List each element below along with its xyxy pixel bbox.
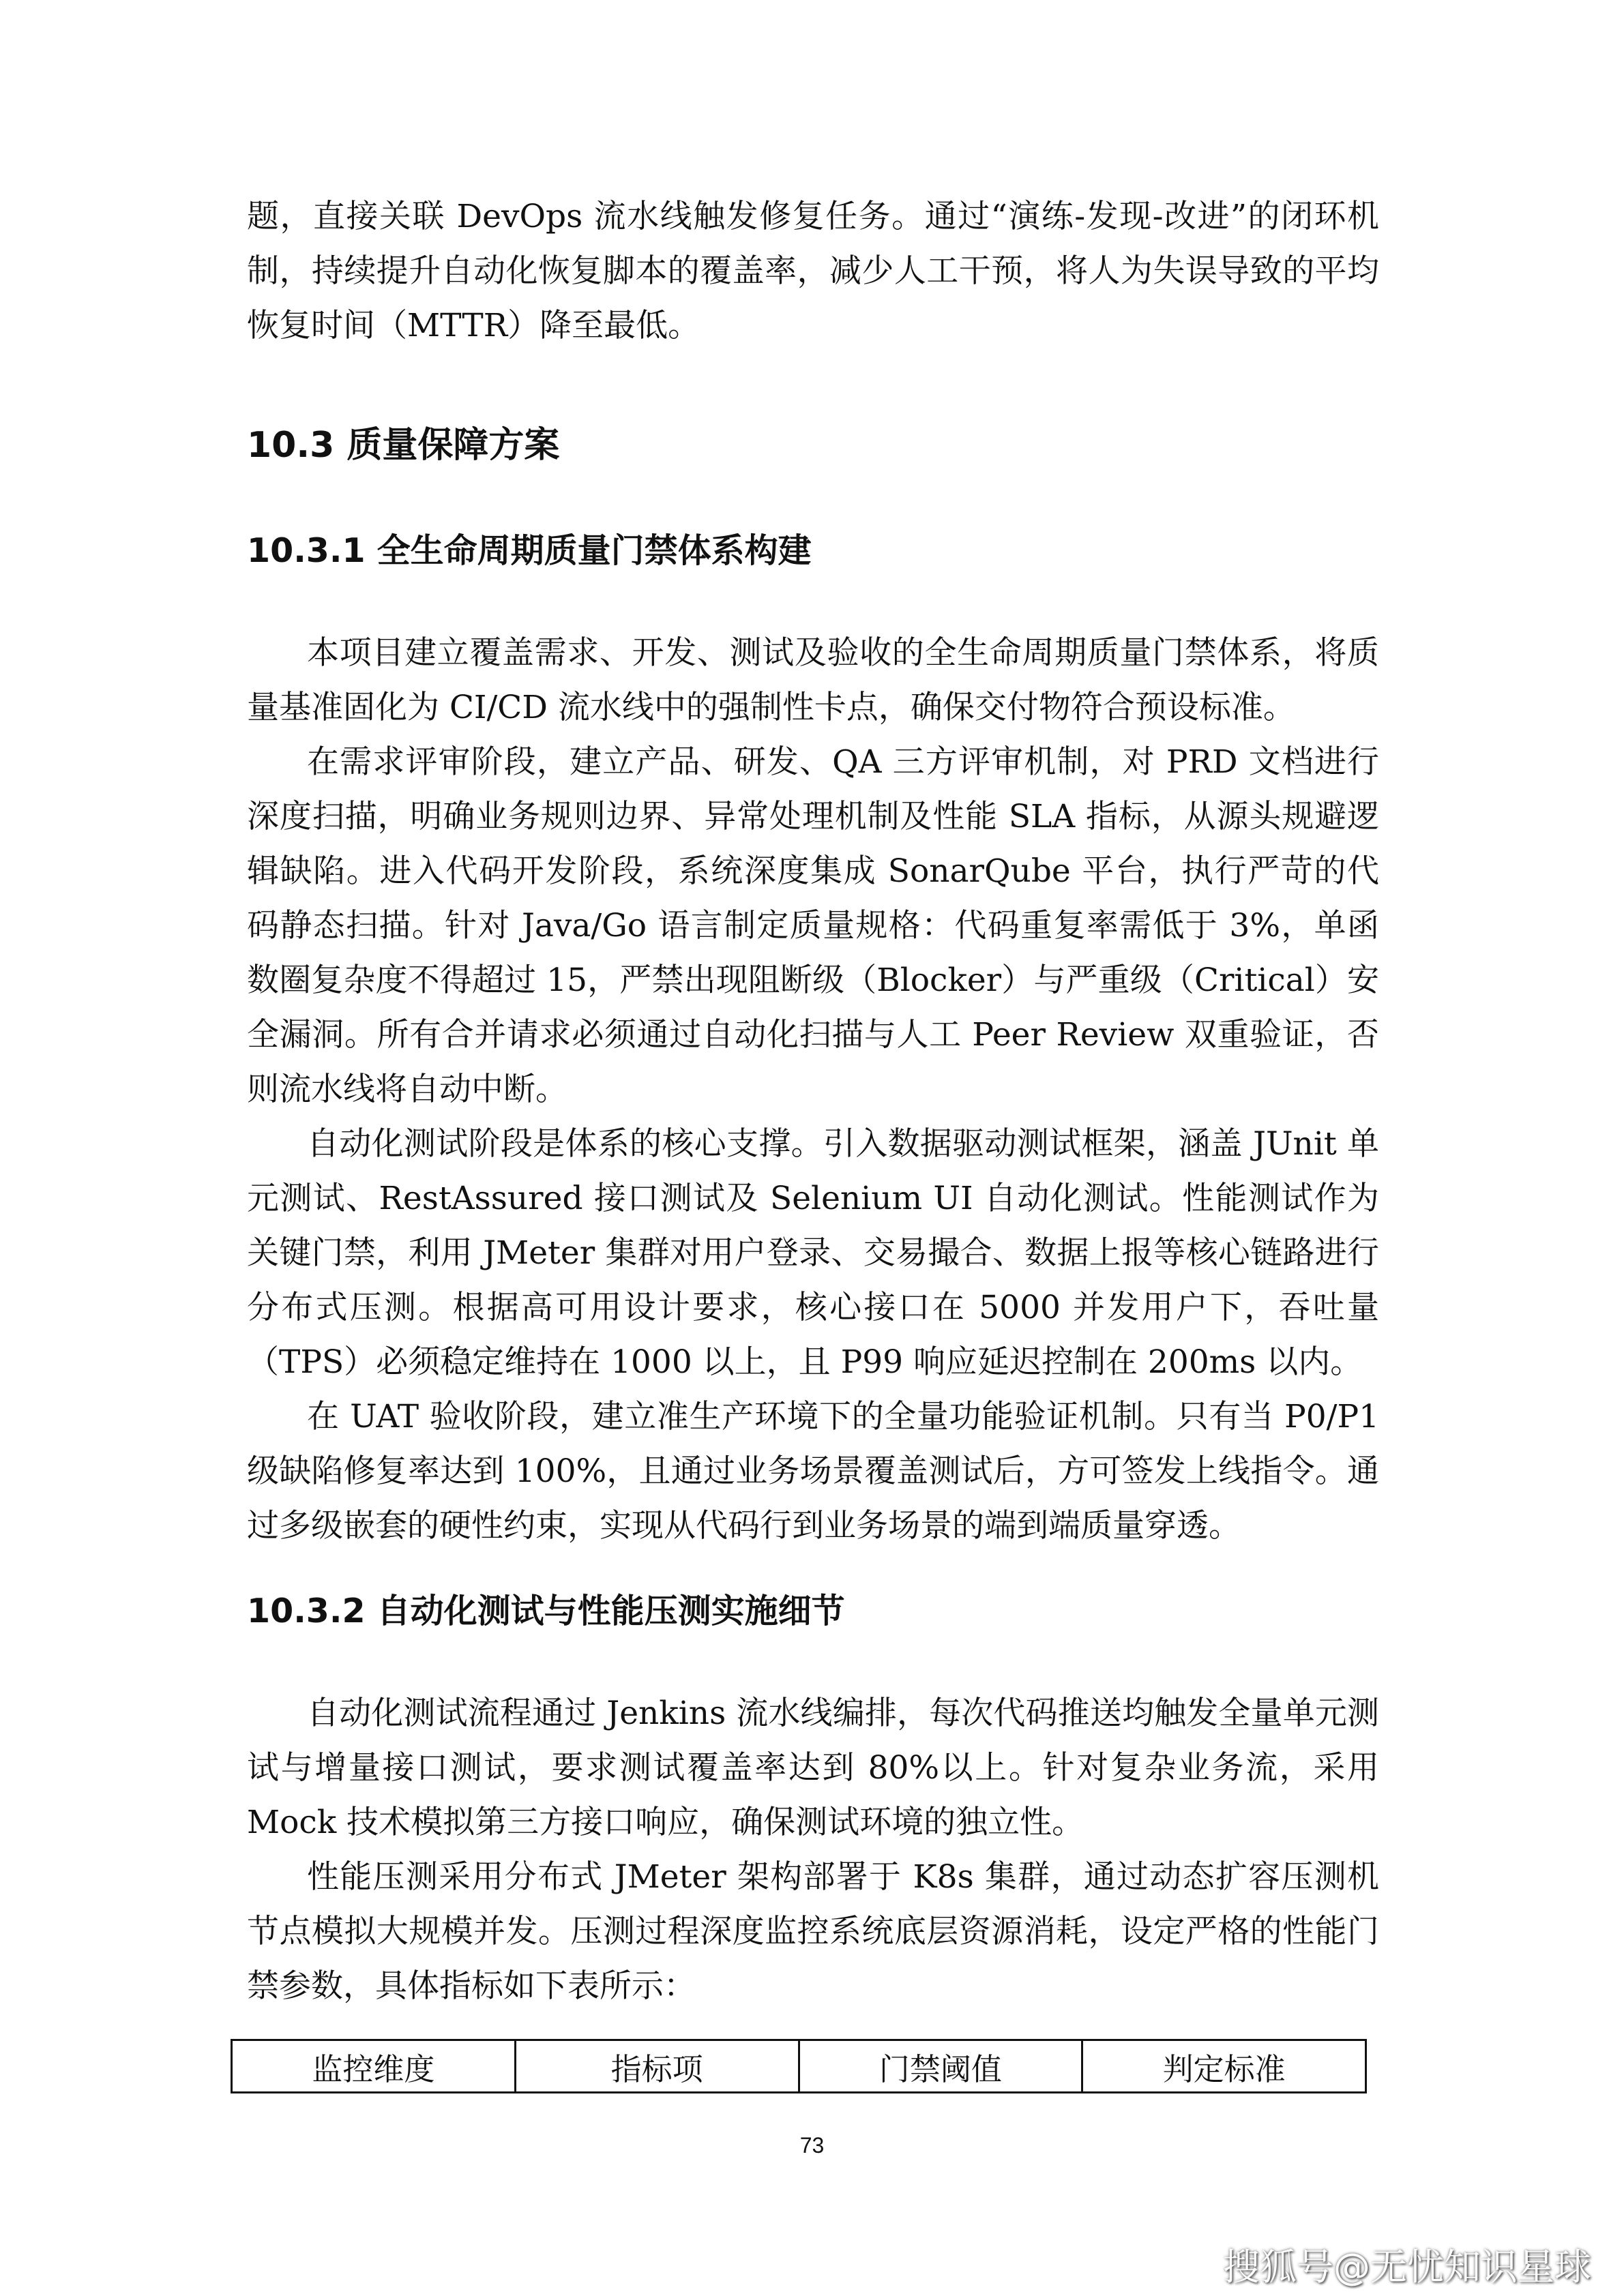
table-header-row [232, 2040, 1366, 2093]
table-header-cell: 判定标准 [1082, 2040, 1366, 2093]
subsection-1-paragraph-4: 在 UAT 验收阶段，建立准生产环境下的全量功能验证机制。只有当 P0/P1 级缺陷修复率达到 100%，且通过业务场景覆盖测试后，方可签发上线指令。通过多级嵌套的硬性约束，实现从代码行到业务场景的端到端质量穿透。 [247, 1398, 1379, 1545]
intro-paragraph: 题，直接关联 DevOps 流水线触发修复任务。通过“演练-发现-改进”的闭环机制，持续提升自动化恢复脚本的覆盖率，减少人工干预，将人为失误导致的平均恢复时间（MTTR）降至最低。 [247, 198, 1379, 344]
metrics-table [231, 2039, 1367, 2093]
page-number: 73 [799, 2133, 825, 2158]
subsection-1-heading: 10.3.1 全生命周期质量门禁体系构建 [247, 531, 812, 570]
section-heading: 10.3 质量保障方案 [247, 425, 560, 466]
watermark: 搜狐号@无忧知识星球 [1223, 2246, 1591, 2288]
subsection-2-paragraph-1: 自动化测试流程通过 Jenkins 流水线编排，每次代码推送均触发全量单元测试与增量接口测试，要求测试覆盖率达到 80%以上。针对复杂业务流，采用 Mock 技术模拟第三方接口响应，确保测试环境的独立性。 [247, 1695, 1379, 1841]
subsection-2-paragraph-2: 性能压测采用分布式 JMeter 架构部署于 K8s 集群，通过动态扩容压测机节点模拟大规模并发。压测过程深度监控系统底层资源消耗，设定严格的性能门禁参数，具体指标如下表所示： [247, 1858, 1379, 2005]
table-header-cell: 监控维度 [232, 2040, 516, 2093]
table-header-cell: 指标项 [515, 2040, 799, 2093]
table-header-cell: 门禁阈值 [799, 2040, 1082, 2093]
subsection-1-paragraph-1: 本项目建立覆盖需求、开发、测试及验收的全生命周期质量门禁体系，将质量基准固化为 CI/CD 流水线中的强制性卡点，确保交付物符合预设标准。 [247, 634, 1379, 726]
subsection-1-paragraph-3: 自动化测试阶段是体系的核心支撑。引入数据驱动测试框架，涵盖 JUnit 单元测试、RestAssured 接口测试及 Selenium UI 自动化测试。性能测试作为关键门禁，利用 JMeter 集群对用户登录、交易撮合、数据上报等核心链路进行分布式压测。根据高可用设计要求，核心接口在 5000 并发用户下，吞吐量（TPS）必须稳定维持在 1000 以上，且 P99 响应延迟控制在 200ms 以内。 [247, 1125, 1379, 1381]
subsection-2-heading: 10.3.2 自动化测试与性能压测实施细节 [247, 1592, 845, 1630]
subsection-1-paragraph-2: 在需求评审阶段，建立产品、研发、QA 三方评审机制，对 PRD 文档进行深度扫描，明确业务规则边界、异常处理机制及性能 SLA 指标，从源头规避逻辑缺陷。进入代码开发阶段，系统深度集成 SonarQube 平台，执行严苛的代码静态扫描。针对 Java/Go 语言制定质量规格：代码重复率需低于 3%，单函数圈复杂度不得超过 15，严禁出现阻断级（Blocker）与严重级（Critical）安全漏洞。所有合并请求必须通过自动化扫描与人工 Peer Review 双重验证，否则流水线将自动中断。 [247, 743, 1379, 1108]
document-body [247, 190, 1379, 2014]
